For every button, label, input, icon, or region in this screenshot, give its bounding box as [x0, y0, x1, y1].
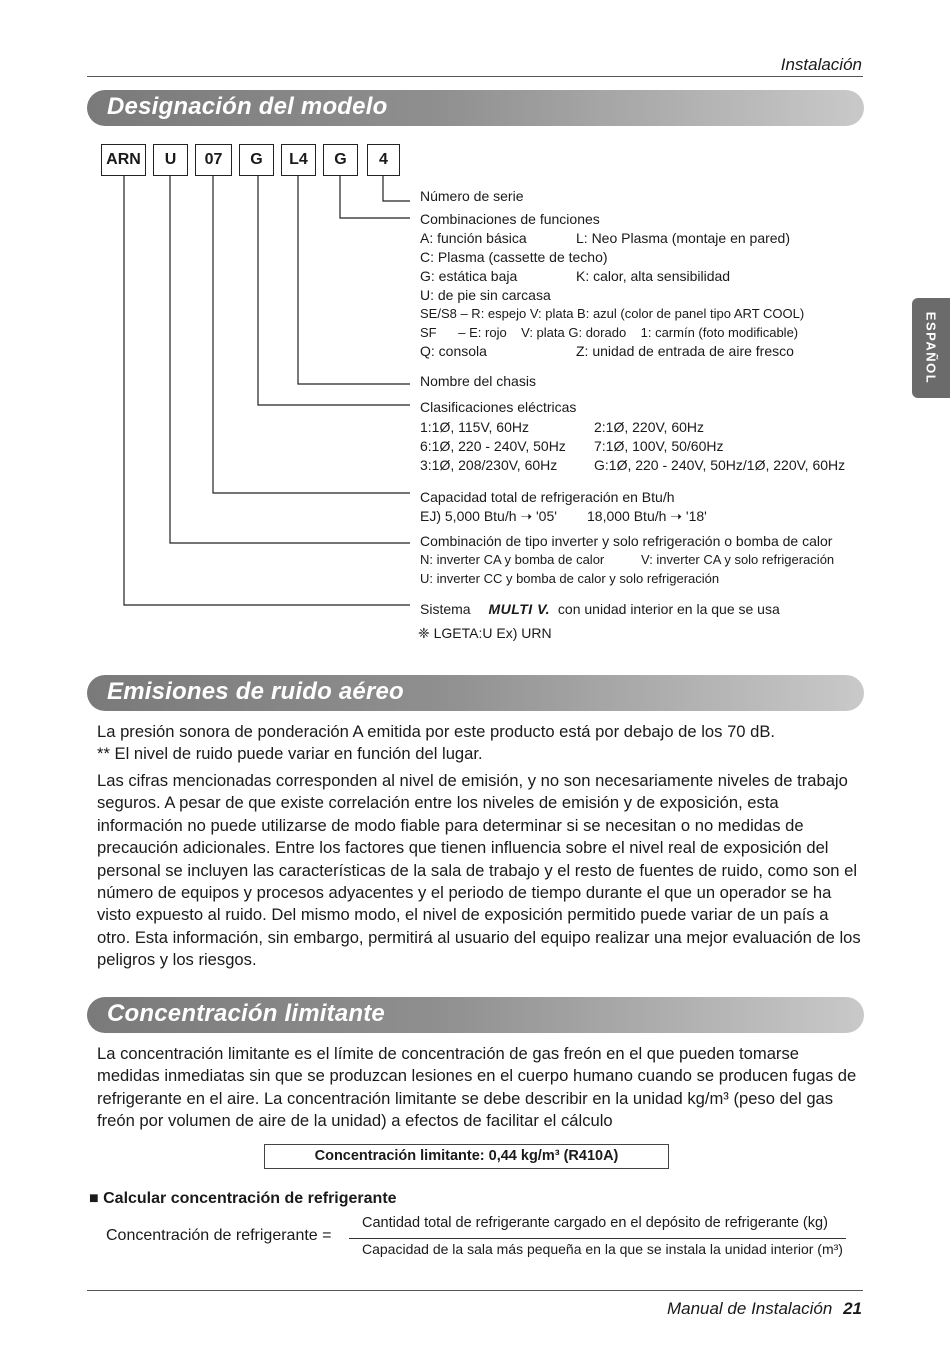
- sistema-rest: con unidad interior en la que se usa: [557, 601, 780, 617]
- label-f7a: Q: consola: [420, 343, 487, 359]
- label-f2: C: Plasma (cassette de techo): [420, 249, 608, 265]
- page-number: 21: [843, 1299, 862, 1318]
- noise-para-2: ** El nivel de ruido puede variar en función del lugar.: [97, 744, 483, 763]
- label-e2a: 6:1Ø, 220 - 240V, 50Hz: [420, 438, 566, 454]
- label-lgeta: ❈ LGETA:U Ex) URN: [418, 625, 552, 641]
- label-f5: SE/S8 – R: espejo V: plata B: azul (color de panel tipo ART COOL): [420, 306, 805, 321]
- label-t1b: V: inverter CA y solo refrigeración: [641, 552, 835, 567]
- label-e1b: 2:1Ø, 220V, 60Hz: [594, 419, 705, 435]
- multiv-logo: MULTI V.: [488, 601, 551, 617]
- code-box-u: U: [153, 144, 188, 176]
- label-f3a: G: estática baja: [420, 268, 518, 284]
- section-bar-conc: [87, 997, 864, 1033]
- footer-rule: [87, 1290, 863, 1291]
- noise-para-1: La presión sonora de ponderación A emitida por este producto está por debajo de los 70 dB.: [97, 722, 776, 741]
- label-tipo: Combinación de tipo inverter y solo refrigeración o bomba de calor: [420, 533, 833, 549]
- fraction-line: [349, 1238, 846, 1239]
- label-cap2: 18,000 Btu/h ➝ '18': [587, 508, 707, 524]
- running-header: Instalación: [780, 55, 862, 74]
- code-box-g2: G: [323, 144, 358, 176]
- label-t1a: N: inverter CA y bomba de calor: [420, 552, 605, 567]
- label-t2: U: inverter CC y bomba de calor y solo refrigeración: [420, 571, 720, 586]
- calc-numerator: Cantidad total de refrigerante cargado en el depósito de refrigerante (kg): [362, 1215, 828, 1231]
- conc-para: La concentración limitante es el límite de concentración de gas freón en el que pueden tomarse medidas inmediatas sin que se produzcan lesiones en el cuerpo humano cuando se producen fugas de refrigerante en el aire. La concentración limitante se debe describir en la unidad kg/m³ (peso del gas freón por volumen de aire de la unidad) a efectos de facilitar el cálculo: [97, 1044, 857, 1131]
- code-box-07: 07: [195, 144, 232, 176]
- label-cap1: EJ) 5,000 Btu/h ➝ '05': [420, 508, 557, 524]
- label-f4: U: de pie sin carcasa: [420, 287, 551, 303]
- label-cap: Capacidad total de refrigeración en Btu/h: [420, 489, 675, 505]
- calc-heading: ■ Calcular concentración de refrigerante: [89, 1190, 397, 1207]
- code-box-g: G: [239, 144, 274, 176]
- conc-limit-box: Concentración limitante: 0,44 kg/m³ (R410A): [264, 1144, 669, 1169]
- label-elec: Clasificaciones eléctricas: [420, 399, 577, 415]
- code-box-4: 4: [367, 144, 400, 176]
- label-funciones: Combinaciones de funciones: [420, 211, 600, 227]
- label-e2b: 7:1Ø, 100V, 50/60Hz: [594, 438, 724, 454]
- section-title-model: Designación del modelo: [107, 93, 388, 120]
- section-title-noise: Emisiones de ruido aéreo: [107, 678, 404, 705]
- section-title-conc: Concentración limitante: [107, 1000, 385, 1027]
- label-f7b: Z: unidad de entrada de aire fresco: [576, 343, 794, 359]
- label-e1a: 1:1Ø, 115V, 60Hz: [420, 419, 529, 435]
- calc-denominator: Capacidad de la sala más pequeña en la que se instala la unidad interior (m³): [362, 1241, 843, 1257]
- section-bar-noise: [87, 675, 864, 711]
- label-e3b: G:1Ø, 220 - 240V, 50Hz/1Ø, 220V, 60Hz: [594, 457, 846, 473]
- label-f1a: A: función básica: [420, 230, 527, 246]
- label-f3b: K: calor, alta sensibilidad: [576, 268, 731, 284]
- label-f6: SF – E: rojo V: plata G: dorado 1: carmín (foto modificable): [420, 325, 799, 340]
- sistema-text: Sistema: [420, 601, 471, 617]
- code-box-arn: ARN: [101, 144, 146, 176]
- label-serie: Número de serie: [420, 188, 524, 204]
- footer: [667, 1299, 862, 1319]
- noise-para-3: Las cifras mencionadas corresponden al nivel de emisión, y no son necesariamente niveles de trabajo seguros. A pesar de que existe correlación entre los niveles de emisión y de exposición, esta información no puede utilizarse de modo fiable para determinar si se necesitan o no medidas de precaución adicionales. Entre los factores que tienen influencia sobre el nivel real de exposición del personal se incluyen las características de la sala de trabajo y el resto de fuentes de ruido, como son el número de equipos y procesos adyacentes y el periodo de tiempo durante el que un operador se ha visto expuesto al ruido. Del mismo modo, el nivel de exposición permitido puede variar de un país a otro. Esta información, sin embargo, permitirá al usuario del equipo realizar una mejor evaluación de los peligros y los riesgos.: [97, 771, 861, 970]
- label-e3a: 3:1Ø, 208/230V, 60Hz: [420, 457, 558, 473]
- calc-lhs: Concentración de refrigerante =: [106, 1227, 332, 1244]
- language-tab-label: ESPAÑOL: [923, 311, 939, 385]
- label-chasis: Nombre del chasis: [420, 373, 536, 389]
- label-sistema: [420, 601, 780, 617]
- label-f1b: L: Neo Plasma (montaje en pared): [576, 230, 790, 246]
- code-box-l4: L4: [281, 144, 316, 176]
- footer-text: Manual de Instalación: [666, 1299, 833, 1318]
